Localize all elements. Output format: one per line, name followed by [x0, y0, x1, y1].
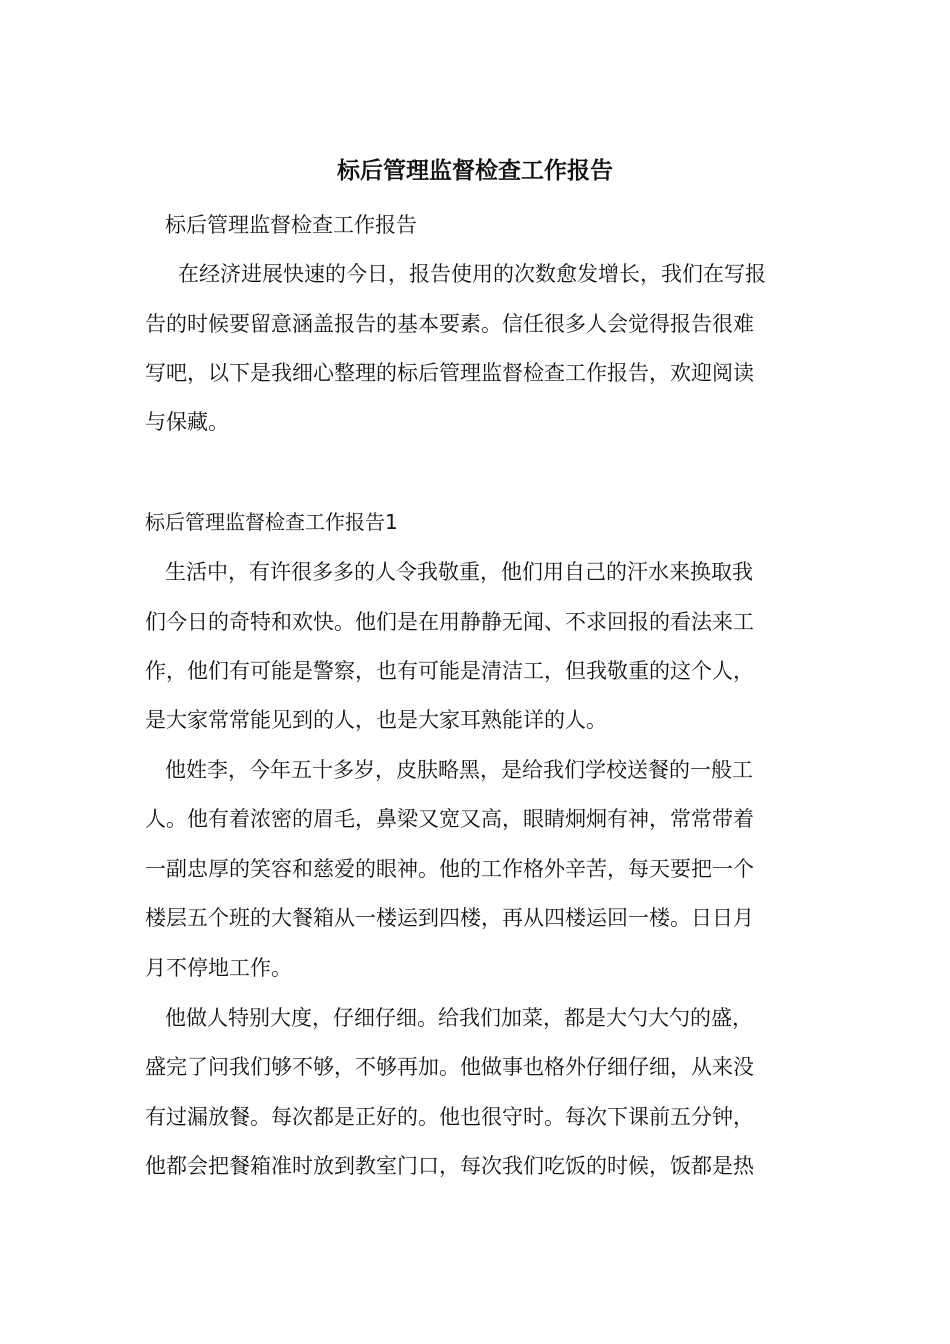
text-line: 他都会把餐箱准时放到教室门口，每次我们吃饭的时候，饭都是热 — [145, 1154, 754, 1178]
text-line: 他姓李，今年五十多岁，皮肤略黑，是给我们学校送餐的一般工 — [165, 758, 753, 782]
subtitle-line: 标后管理监督检查工作报告 — [165, 213, 417, 237]
text-line: 盛完了问我们够不够，不够再加。他做事也格外仔细仔细，从来没 — [145, 1055, 754, 1079]
document-title: 标后管理监督检查工作报告 — [337, 157, 613, 184]
text-line: 生活中，有许很多多的人令我敬重，他们用自己的汗水来换取我 — [165, 560, 753, 584]
text-line: 写吧，以下是我细心整理的标后管理监督检查工作报告，欢迎阅读 — [145, 361, 754, 385]
text-line: 作，他们有可能是警察，也有可能是清洁工，但我敬重的这个人， — [145, 659, 754, 683]
text-line: 一副忠厚的笑容和慈爱的眼神。他的工作格外辛苦，每天要把一个 — [145, 857, 754, 881]
text-line: 在经济进展快速的今日，报告使用的次数愈发增长，我们在写报 — [178, 262, 766, 286]
text-line: 是大家常常能见到的人，也是大家耳熟能详的人。 — [145, 708, 607, 732]
section-heading: 标后管理监督检查工作报告1 — [145, 510, 398, 534]
text-line: 有过漏放餐。每次都是正好的。他也很守时。每次下课前五分钟， — [145, 1105, 754, 1129]
text-line: 与保藏。 — [145, 410, 229, 434]
text-line: 楼层五个班的大餐箱从一楼运到四楼，再从四楼运回一楼。日日月 — [145, 906, 754, 930]
text-line: 人。他有着浓密的眉毛，鼻梁又宽又高，眼睛炯炯有神，常常带着 — [145, 807, 754, 831]
text-line: 们今日的奇特和欢快。他们是在用静静无闻、不求回报的看法来工 — [145, 610, 754, 634]
text-line: 告的时候要留意涵盖报告的基本要素。信任很多人会觉得报告很难 — [145, 312, 754, 336]
text-line: 他做人特别大度，仔细仔细。给我们加菜，都是大勺大勺的盛， — [165, 1006, 753, 1030]
text-line: 月不停地工作。 — [145, 956, 292, 980]
